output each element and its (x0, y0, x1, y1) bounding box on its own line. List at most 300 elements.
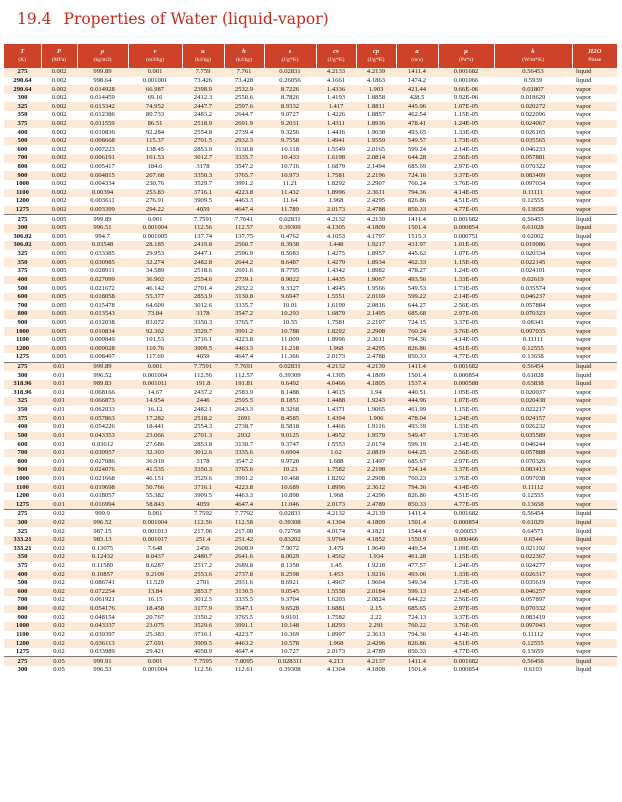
table-cell: 23.075 (128, 622, 182, 631)
table-body (4, 68, 617, 675)
table-cell: 0.035565 (494, 137, 572, 146)
table-cell: 0.013543 (77, 310, 128, 319)
table-cell: 500 (4, 579, 41, 588)
table-cell: 11.432 (264, 189, 316, 198)
table-cell: 0.028311 (264, 657, 316, 666)
table-cell: vapor (572, 163, 617, 172)
table-cell: 8.3268 (264, 406, 316, 415)
table-cell: 0.001 (128, 215, 182, 224)
table-cell: 11.529 (128, 579, 182, 588)
table-cell: 92.302 (128, 327, 182, 336)
table-cell: 400 (4, 276, 41, 285)
table-cell: 1100 (4, 483, 41, 492)
table-cell: 549.34 (396, 579, 438, 588)
table-row (4, 432, 617, 441)
table-cell: 2.0173 (316, 648, 356, 657)
table-cell: vapor (572, 570, 617, 579)
table-cell: 400 (4, 570, 41, 579)
table-row (4, 596, 617, 605)
table-cell: 36.902 (128, 276, 182, 285)
table-cell: 4.51E-05 (438, 197, 494, 206)
table-cell: 7.7591 (182, 215, 224, 224)
table-cell: 0.11112 (494, 483, 572, 492)
table-cell: 0.057897 (494, 596, 572, 605)
column-header (356, 44, 396, 68)
table-cell: vapor (572, 301, 617, 310)
table-cell: 73.426 (182, 77, 224, 86)
table-cell: liquid (572, 510, 617, 519)
table-cell: 1.15E-05 (438, 553, 494, 562)
column-unit: Phase (588, 57, 602, 63)
table-cell: 3350.3 (182, 319, 224, 328)
table-cell: 10.293 (264, 310, 316, 319)
table-cell: liquid (572, 233, 617, 242)
table-row (4, 206, 617, 215)
table-row (4, 449, 617, 458)
section-number: 19.4 (17, 10, 52, 28)
table-row (4, 215, 617, 224)
table-cell: 0.39309 (264, 371, 316, 380)
table-cell: 10.468 (264, 475, 316, 484)
table-cell: 0.05 (41, 666, 77, 675)
table-cell: 2483.2 (182, 111, 224, 120)
table-cell: 290.64 (4, 77, 41, 86)
table-cell: 3350.3 (182, 466, 224, 475)
table-cell: 2447.1 (182, 250, 224, 259)
table-cell: 1.62 (316, 449, 356, 458)
table-cell: vapor (572, 449, 617, 458)
table-cell: 3991.2 (224, 475, 264, 484)
table-cell: 333.21 (4, 545, 41, 554)
table-cell: 0.002 (41, 163, 77, 172)
table-cell: 375 (4, 414, 41, 423)
table-cell: 478.27 (396, 267, 438, 276)
table-cell: 375 (4, 562, 41, 571)
table-cell: 1.05E-05 (438, 389, 494, 398)
table-cell: 46.151 (128, 475, 182, 484)
table-row (4, 579, 617, 588)
table-cell: 999.89 (77, 68, 128, 77)
table-cell: 2.0184 (356, 588, 396, 597)
header-row (4, 44, 617, 68)
table-cell: 318.96 (4, 380, 41, 389)
table-cell: 0.5939 (494, 77, 572, 86)
table-cell: liquid (572, 666, 617, 675)
table-cell: liquid (572, 527, 617, 536)
table-cell: 0.035619 (494, 579, 572, 588)
table-cell: 18.458 (128, 605, 182, 614)
table-cell: 431.97 (396, 241, 438, 250)
table-cell: vapor (572, 267, 617, 276)
table-cell: 92.284 (128, 128, 182, 137)
table-cell: 1.4435 (316, 276, 356, 285)
table-cell: 2932.2 (224, 284, 264, 293)
table-cell: 1100 (4, 336, 41, 345)
table-cell: 2596.9 (224, 250, 264, 259)
table-cell: 1.4967 (316, 579, 356, 588)
table-cell: 0.057863 (77, 414, 128, 423)
table-cell: 449.54 (396, 545, 438, 554)
table-cell: 1.4371 (316, 406, 356, 415)
table-cell: 32.303 (128, 449, 182, 458)
table-cell: 0.03612 (77, 440, 128, 449)
table-cell: 4.77E-05 (438, 648, 494, 657)
table-cell: 1.8292 (316, 475, 356, 484)
column-header (494, 44, 572, 68)
table-row (4, 475, 617, 484)
table-cell: 0.035589 (494, 432, 572, 441)
table-cell: 3.9764 (316, 536, 356, 545)
table-cell: 500 (4, 284, 41, 293)
table-cell: 599.22 (396, 293, 438, 302)
table-cell: vapor (572, 284, 617, 293)
table-cell: 3012.5 (182, 596, 224, 605)
column-header (396, 44, 438, 68)
table-cell: 0.001682 (438, 657, 494, 666)
column-symbol: T (20, 48, 25, 55)
table-cell: 2853.9 (182, 293, 224, 302)
table-cell: 9.3256 (264, 128, 316, 137)
table-cell: 599.19 (396, 440, 438, 449)
table-cell: 50.766 (128, 483, 182, 492)
table-cell: 0.066873 (77, 397, 128, 406)
table-cell: vapor (572, 241, 617, 250)
table-cell: 217.08 (224, 527, 264, 536)
table-cell: vapor (572, 545, 617, 554)
table-cell: vapor (572, 440, 617, 449)
table-cell: 4.1808 (356, 666, 396, 675)
table-cell: 0.019086 (494, 241, 572, 250)
table-cell: 2.291 (356, 622, 396, 631)
table-cell: 1.934 (356, 553, 396, 562)
table-cell: vapor (572, 596, 617, 605)
table-cell: 3335.7 (224, 154, 264, 163)
table-cell: 1.968 (316, 197, 356, 206)
table-cell: 2.2197 (356, 319, 396, 328)
table-cell: 0.02 (41, 527, 77, 536)
table-cell: 18.441 (128, 423, 182, 432)
table-cell: 0.054176 (77, 605, 128, 614)
table-cell: 0.01 (41, 414, 77, 423)
table-row (4, 380, 617, 389)
table-cell: 0.01 (41, 492, 77, 501)
table-cell: 994.7 (77, 233, 128, 242)
table-cell: 0.000751 (438, 233, 494, 242)
table-cell: 115.37 (128, 137, 182, 146)
table-cell: 0.56454 (494, 362, 572, 371)
table-cell: 2641.6 (224, 553, 264, 562)
table-cell: 1.8292 (316, 327, 356, 336)
table-cell: 4463.3 (224, 492, 264, 501)
table-cell: 3716.1 (182, 631, 224, 640)
table-cell: 4.2132 (316, 362, 356, 371)
column-unit: (kJ/kg) (195, 57, 211, 63)
table-row (4, 319, 617, 328)
column-unit: (m3/kg) (145, 57, 165, 63)
table-row (4, 224, 617, 233)
table-cell: 14.67 (128, 389, 182, 398)
table-cell: 9.6904 (264, 449, 316, 458)
table-cell: 8.6287 (128, 562, 182, 571)
table-cell: 0.01 (41, 380, 77, 389)
table-cell: 3130.8 (224, 293, 264, 302)
table-cell: 999.9 (77, 510, 128, 519)
table-cell: vapor (572, 180, 617, 189)
section-title: Properties of Water (liquid-vapor) (63, 10, 329, 28)
table-cell: 3177.9 (182, 605, 224, 614)
table-cell: 826.86 (396, 197, 438, 206)
table-cell: vapor (572, 171, 617, 180)
table-cell: 0.02 (41, 579, 77, 588)
table-cell: 3.76E-05 (438, 327, 494, 336)
table-cell: 0.005 (41, 310, 77, 319)
table-cell: 1.9217 (356, 241, 396, 250)
table-cell: 4059 (182, 206, 224, 215)
table-cell: 1.4615 (316, 389, 356, 398)
table-cell: 350 (4, 553, 41, 562)
table-cell: 0.01 (41, 483, 77, 492)
table-cell: 0.083409 (494, 171, 572, 180)
table-cell: 2608.9 (224, 545, 264, 554)
table-cell: 9.7558 (264, 137, 316, 146)
table-cell: 4.2139 (356, 68, 396, 77)
table-cell: 2689.8 (224, 562, 264, 571)
table-cell: 900 (4, 613, 41, 622)
table-cell: 11.366 (264, 353, 316, 362)
table-cell: 7.7591 (182, 362, 224, 371)
table-cell: 1537.4 (396, 380, 438, 389)
table-cell: 996.53 (77, 666, 128, 675)
table-cell: 1.906 (356, 414, 396, 423)
table-cell: 66.987 (128, 85, 182, 94)
table-cell: 32.274 (128, 258, 182, 267)
table-cell: 1.4952 (316, 432, 356, 441)
table-cell: 1.8811 (356, 102, 396, 111)
table-cell: 0.001 (128, 68, 182, 77)
table-cell: 0.61028 (494, 371, 572, 380)
table-cell: 0.02619 (494, 276, 572, 285)
table-cell: 4647.4 (224, 500, 264, 509)
table-cell: 0.002 (41, 189, 77, 198)
table-cell: 0.022096 (494, 111, 572, 120)
table-cell: 325 (4, 527, 41, 536)
table-cell: 10.118 (264, 145, 316, 154)
table-cell: 217.06 (182, 527, 224, 536)
table-cell: 0.001682 (438, 362, 494, 371)
table-cell: 1.8996 (316, 483, 356, 492)
table-cell: 440.51 (396, 389, 438, 398)
table-cell: 0.019698 (77, 483, 128, 492)
table-cell: 1200 (4, 197, 41, 206)
table-row (4, 85, 617, 94)
table-cell: 3991.2 (224, 180, 264, 189)
table-cell: 421.44 (396, 85, 438, 94)
table-cell: 3765.6 (224, 466, 264, 475)
table-cell: 760.24 (396, 327, 438, 336)
table-cell: 0.021672 (77, 284, 128, 293)
table-row (4, 145, 617, 154)
table-cell: 23.066 (128, 432, 182, 441)
table-cell: 1.9216 (356, 570, 396, 579)
table-cell: 999.89 (77, 215, 128, 224)
table-cell: 251.4 (182, 536, 224, 545)
table-cell: 0.070332 (494, 605, 572, 614)
table-cell: 0.033989 (77, 648, 128, 657)
table-cell: 685.68 (396, 310, 438, 319)
column-header (316, 44, 356, 68)
table-cell: 0.001004 (128, 666, 182, 675)
table-row (4, 327, 617, 336)
table-cell: 7.7792 (224, 510, 264, 519)
table-cell: 0.11112 (494, 631, 572, 640)
table-row (4, 336, 617, 345)
table-cell: 46.142 (128, 284, 182, 293)
table-cell: vapor (572, 397, 617, 406)
table-cell: liquid (572, 519, 617, 528)
table-cell: 2398.9 (182, 85, 224, 94)
table-cell: 375 (4, 267, 41, 276)
table-cell: vapor (572, 605, 617, 614)
table-cell: 2.3611 (356, 336, 396, 345)
table-cell: 0.097043 (494, 622, 572, 631)
table-cell: 800 (4, 310, 41, 319)
table-cell: 3.37E-05 (438, 613, 494, 622)
table-cell: 900 (4, 319, 41, 328)
table-cell: 0.005417 (77, 163, 128, 172)
table-cell: 306.02 (4, 241, 41, 250)
properties-table (4, 44, 617, 675)
table-cell: 1000 (4, 622, 41, 631)
table-cell: 2554.8 (182, 128, 224, 137)
table-row (4, 657, 617, 666)
table-cell: 275 (4, 510, 41, 519)
table-cell: 2482.8 (182, 258, 224, 267)
table-cell: 25.383 (128, 631, 182, 640)
table-cell: 1.903 (356, 85, 396, 94)
column-unit: (Pa*s) (458, 57, 474, 63)
table-cell: 306.02 (4, 233, 41, 242)
table-cell: 2480.7 (182, 553, 224, 562)
table-cell: 700 (4, 596, 41, 605)
table-cell: 1.24E-05 (438, 120, 494, 129)
table-cell: 0.002 (41, 102, 77, 111)
table-cell: vapor (572, 206, 617, 215)
table-cell: 0.022367 (494, 553, 572, 562)
table-cell: 1100 (4, 631, 41, 640)
table-cell: 0.08341 (494, 319, 572, 328)
table-cell: 4.1863 (356, 77, 396, 86)
table-cell: 0.012038 (77, 319, 128, 328)
table-cell: 1.9243 (356, 397, 396, 406)
table-cell: 80.733 (128, 111, 182, 120)
table-cell: 0.021668 (77, 475, 128, 484)
table-cell: 599.13 (396, 588, 438, 597)
table-cell: 2.3613 (356, 631, 396, 640)
table-cell: 2.4295 (356, 345, 396, 354)
table-cell: 1.8858 (356, 94, 396, 103)
table-row (4, 466, 617, 475)
table-cell: 4.51E-05 (438, 639, 494, 648)
table-row (4, 180, 617, 189)
table-cell: 2.0169 (356, 293, 396, 302)
table-cell: 4223.7 (224, 631, 264, 640)
table-cell: 9.9728 (264, 457, 316, 466)
table-cell: 3012.6 (182, 301, 224, 310)
table-cell: 1.09E-05 (438, 545, 494, 554)
table-cell: 112.61 (224, 666, 264, 675)
properties-table-wrapper (4, 44, 617, 675)
table-cell: 3350.2 (182, 613, 224, 622)
table-cell: 0.005 (41, 336, 77, 345)
table-cell: 1.45 (316, 562, 356, 571)
table-cell: 1.479 (316, 545, 356, 554)
table-cell: 1200 (4, 639, 41, 648)
table-cell: 1.6203 (316, 596, 356, 605)
table-cell: 2.0174 (356, 440, 396, 449)
table-cell: 253.83 (128, 189, 182, 198)
table-cell: 10.689 (264, 483, 316, 492)
table-cell: 1275 (4, 353, 41, 362)
table-cell: 2.2907 (356, 180, 396, 189)
table-cell: 2691 (224, 414, 264, 423)
table-cell: 0.070326 (494, 457, 572, 466)
table-cell: 0.001001 (128, 77, 182, 86)
table-cell: 1.07E-05 (438, 102, 494, 111)
table-cell: 2.15 (356, 605, 396, 614)
table-cell: 10.973 (264, 171, 316, 180)
table-cell: 478.41 (396, 120, 438, 129)
table-row (4, 353, 617, 362)
table-cell: 826.86 (396, 492, 438, 501)
table-cell: 599.24 (396, 145, 438, 154)
column-symbol: P (56, 48, 62, 55)
table-cell: 4223.8 (224, 336, 264, 345)
table-cell: 0.015478 (77, 301, 128, 310)
table-cell: 1411.4 (396, 510, 438, 519)
table-cell: 0.61028 (494, 224, 572, 233)
table-cell: 1.4193 (316, 94, 356, 103)
table-cell: 7.7641 (224, 215, 264, 224)
table-cell: 3350.3 (182, 171, 224, 180)
table-cell: 0.11111 (494, 189, 572, 198)
table-cell: 11.21 (264, 180, 316, 189)
table-cell: 2456 (182, 545, 224, 554)
table-cell: 3529.7 (182, 180, 224, 189)
table-cell: 0.62002 (494, 233, 572, 242)
table-cell: 275 (4, 215, 41, 224)
table-cell: 1411.4 (396, 362, 438, 371)
table-cell: 2.3611 (356, 189, 396, 198)
table-cell: 0.000854 (438, 371, 494, 380)
table-row (4, 171, 617, 180)
table-cell: 110.76 (128, 345, 182, 354)
table-cell: 2.22 (356, 613, 396, 622)
table-cell: 9.0545 (264, 588, 316, 597)
table-cell: 1.9038 (356, 128, 396, 137)
table-cell: 3547.1 (224, 605, 264, 614)
column-header (4, 44, 41, 68)
table-row (4, 345, 617, 354)
table-cell: 1200 (4, 492, 41, 501)
table-cell: 3529.6 (182, 475, 224, 484)
table-cell: 549.53 (396, 284, 438, 293)
table-cell: 4.1821 (356, 527, 396, 536)
table-cell: 3.76E-05 (438, 180, 494, 189)
table-cell: 9.2031 (264, 120, 316, 129)
table-cell: 0.01 (41, 500, 77, 509)
table-cell: vapor (572, 258, 617, 267)
table-cell: 0.068166 (77, 389, 128, 398)
